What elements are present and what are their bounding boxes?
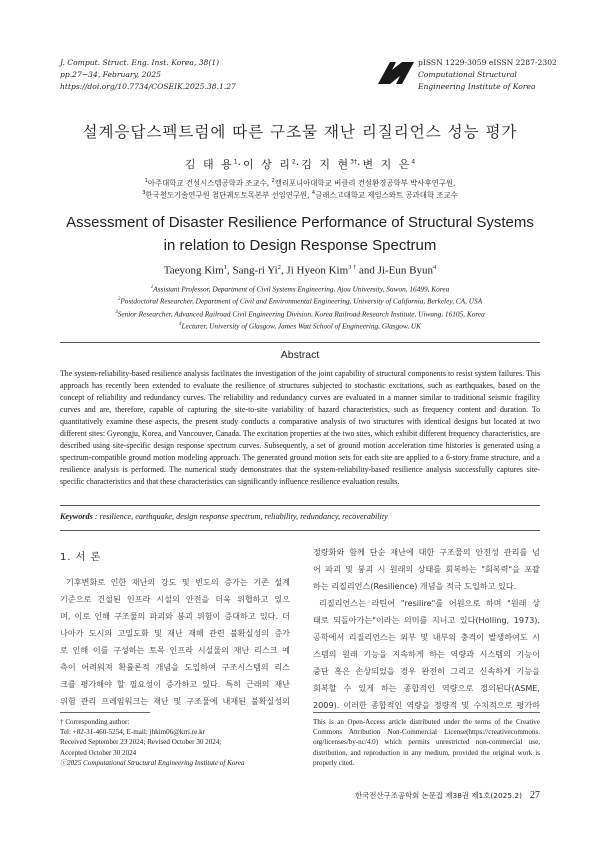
- section-heading: 1. 서 론: [60, 552, 102, 563]
- text-line: 스템의 원래 기능을 지속하게 하는 역량과 시스템의 기능이: [313, 649, 540, 659]
- text-line: 2009). 이러한 종합적인 역량을 정량적 및 수치적으로 평가하: [313, 700, 540, 710]
- accepted-date: Accepted October 30 2024: [60, 748, 137, 757]
- author-name: Ji Hyeon Kim: [286, 264, 349, 277]
- text-line: 위험 관리 프레임워크는 재난 및 구조물에 내재된 불확실성의: [60, 696, 290, 706]
- divider: [60, 530, 540, 531]
- doi-link[interactable]: https://doi.org/10.7734/COSEIK.2025.38.1.27: [60, 82, 236, 91]
- keywords: [60, 512, 540, 521]
- corresponding-label: † Corresponding author:: [60, 718, 130, 726]
- body-column-right: [313, 544, 540, 714]
- author-sup: 2: [277, 264, 281, 271]
- abstract-heading: Abstract: [280, 349, 320, 361]
- journal-line: J. Comput. Struct. Eng. Inst. Korea, 38(1): [60, 58, 220, 67]
- contact-info: Tel: +82-31-460-5254; E-mail: jhkim06@krri.re.kr: [60, 728, 205, 737]
- affiliation: Senior Researcher, Advanced Railroad Civil Engineering Division, Korea Railroad Research Institute, Uiwang, 16105, Korea: [117, 309, 485, 319]
- title-line: Assessment of Disaster Resilience Performance of Structural Systems: [66, 214, 534, 231]
- author-sup: 1: [223, 264, 228, 271]
- received-date: Received September 23 2024; Revised October 30 2024;: [60, 738, 222, 747]
- text-line: 중단 혹은 손상되었을 경우 완전히 그리고 신속하게 기능을: [313, 666, 540, 676]
- corresponding-footnote: [60, 717, 295, 768]
- text-line: 회복할 수 있게 하는 종합적인 역량으로 정의된다(ASME,: [313, 683, 540, 693]
- text-line: 하는 리질리언스(Resilience) 개념을 적극 도입하고 있다.: [313, 581, 517, 591]
- author-sup: 3†: [350, 158, 357, 166]
- footer-journal: 한국전산구조공학회 논문집 제38권 제1호(2025.2): [354, 791, 522, 800]
- keywords-separator: :: [92, 512, 100, 521]
- author-name: 이 상 리: [243, 158, 292, 171]
- author-sup: 1: [233, 158, 238, 166]
- text-line: 나아가 도시의 고밀도화 및 재난 재해 관련 불확실성의 증가: [60, 628, 290, 638]
- author-sup: 3 †: [348, 264, 357, 271]
- abstract-text: The system-reliability-based resilience analysis facilitates the investigation of the joint capability of structural components to resist system failures. This approach has recently been extended to evaluate the resilience of structures subjected to stochastic excitations, such as earthquakes, based on the concept of reliability and redundancy curves. The reliability and redundancy curves are evaluated in a manner similar to traditional seismic fragility curves and are, therefore, capable of capturing the site-to-site variability of hazard characteristics, such as frequency content and duration. To quantitatively examine these aspects, the present study conducts a comparative analysis of two structures with identical designs but located at two different sites: Gyeongju, Korea, and Vancouver, Canada. The excitation properties at the two sites, which exhibit different frequency characteristics, are described using site-specific design response spectrum curves. Subsequently, a set of ground motion acceleration time histories is generated using a spectrum-compatible ground motion modeling approach. The generated ground motion sets for each site are applied to a 6-story frame structure, and a resilience analysis is performed. The numerical study demonstrates that the system-reliability-based resilience analysis successfully captures site-specific characteristics and that these characteristics can significantly influence resilience evaluation results.: [60, 369, 540, 486]
- journal-citation: [60, 57, 300, 93]
- page-footer: [340, 790, 540, 801]
- korean-authors: 김 태 용$^1$·이 상 리$^2$·김 지 현$^{3\dagger}$·변 지 은$^4$: [184, 158, 416, 171]
- divider: [60, 505, 540, 506]
- affiliation: 글래스고대학교 제임스와트 공과대학 조교수: [315, 190, 458, 200]
- korean-title: 설계응답스펙트럼에 따른 구조물 재난 리질리언스 성능 평가: [82, 123, 518, 141]
- publisher-line: Engineering Institute of Korea: [418, 82, 536, 91]
- text-line: 기준으로 건설된 인프라 시설의 안전을 더욱 위협하고 있으: [60, 594, 290, 604]
- publisher-info: [418, 57, 558, 93]
- author-sup: 4: [411, 158, 416, 166]
- text-line: 기후변화로 인한 재난의 강도 및 빈도의 증가는 기존 설계: [66, 577, 290, 587]
- author-name: Ji-Eun Byun: [377, 264, 433, 277]
- page-number: 27: [530, 790, 540, 801]
- text-line: 측이 어려워져 확률론적 개념을 도입하여 구조시스템의 리스: [60, 662, 290, 672]
- footnote-divider: [60, 712, 150, 713]
- license-footnote: This is an Open-Access article distributed under the terms of the Creative Commons Attribution Non-Commercial License(https://creativecommons. org/licenses/by-nc/4.0) which permits unrestricted non-commercial use, distribution, and reproduction in any medium, provided the original work is properly cited.: [313, 718, 540, 767]
- affiliation: Postdoctoral Researcher, Department of Civil and Environmental Engineering, University of California, Berkeley, CA, USA: [120, 296, 483, 306]
- text-line: 로 인해 이를 구성하는 토목 인프라 시설물의 재난 리스크 예: [60, 645, 290, 655]
- english-title: [0, 211, 600, 257]
- keywords-label: Keywords: [60, 512, 93, 521]
- publisher-logo-icon: [376, 60, 416, 86]
- english-authors: Taeyong Kim$^1$, Sang-ri Yi$^2$, Ji Hyeon Kim$^{3 \dagger}$ and Ji-Eun Byun$^4$: [163, 264, 437, 277]
- affiliation: 한국철도기술연구원 첨단궤도토목본부 선임연구원,: [145, 190, 312, 200]
- footnote-divider: [313, 712, 540, 713]
- author-name: Taeyong Kim: [163, 264, 224, 277]
- title-line: in relation to Design Response Spectrum: [163, 237, 437, 254]
- copyright: ⓒ2025 Computational Structural Engineering Institute of Korea: [60, 758, 245, 767]
- issn: pISSN 1229-3059 eISSN 2287-2302: [418, 58, 557, 67]
- author-name: 김 지 현: [301, 158, 351, 171]
- text-line: 크를 평가해야 할 필요성이 증가하고 있다. 특히 근래의 재난: [60, 679, 290, 689]
- author-sup: 4: [432, 264, 437, 271]
- english-affiliations: $^1$Assistant Professor, Department of Civil Systems Engineering, Ajou University, Suwon, 16499, Korea $^2$Postdoctoral Researcher, Department of Civil and Environmental Engineering, University of California, Berkeley, CA, USA $^3$Senior Researcher, Advanced Railroad Civil Engineering Division, Korea Railroad Research Institute, Uiwang, 16105, Korea $^4$Lecturer, University of Glasgow, James Watt School of Engineering, Glasgow, UK: [115, 284, 485, 331]
- author-name: Sang-ri Yi: [232, 264, 278, 277]
- affiliation: 아주대학교 건설시스템공학과 조교수,: [147, 178, 272, 188]
- korean-affiliations: $^1$아주대학교 건설시스템공학과 조교수, $^2$캘리포니아대학교 버클리 건설환경공학부 박사후연구원, $^3$한국철도기술연구원 첨단궤도토목본부 선임연구원, $^4$글래스고대학교 제임스와트 공과대학 조교수: [142, 178, 458, 200]
- text-line: 태로 되돌아가는"이라는 의미를 지니고 있다(Holling, 1973).: [313, 615, 540, 625]
- text-line: 공학에서 리질리언스는 외부 및 내부의 충격이 발생하여도 시: [313, 632, 540, 642]
- divider: [60, 342, 540, 343]
- affiliation: Lecturer, University of Glasgow, James Watt School of Engineering, Glasgow, UK: [181, 321, 422, 331]
- text-line: 리질리언스는 라틴어 "resilire"를 어원으로 하며 "원래 상: [319, 598, 540, 608]
- author-sup: 2: [291, 158, 296, 166]
- text-line: 며, 이로 인해 구조물의 파괴와 붕괴 위험이 증대하고 있다. 더: [60, 611, 290, 621]
- author-name: 변 지 은: [362, 158, 412, 171]
- text-line: 어 파괴 및 붕괴 시 원래의 상태를 회복하는 "회복력"을 포괄: [313, 564, 540, 574]
- author-name: 김 태 용: [184, 158, 234, 171]
- body-column-left: [60, 574, 290, 710]
- publisher-line: Computational Structural: [418, 70, 517, 79]
- journal-line: pp.27~34, February, 2025: [60, 70, 161, 79]
- affiliation: 캘리포니아대학교 버클리 건설환경공학부 박사후연구원,: [274, 178, 456, 188]
- affiliation: Assistant Professor, Department of Civil Systems Engineering, Ajou University, Suwon, 16499, Korea: [153, 284, 450, 294]
- keywords-text: resilience, earthquake, design response spectrum, reliability, redundancy, recoverability: [99, 512, 388, 521]
- text-line: 정량화와 함께 단순 재난에 대한 구조물의 안전성 관리를 넘: [313, 547, 540, 557]
